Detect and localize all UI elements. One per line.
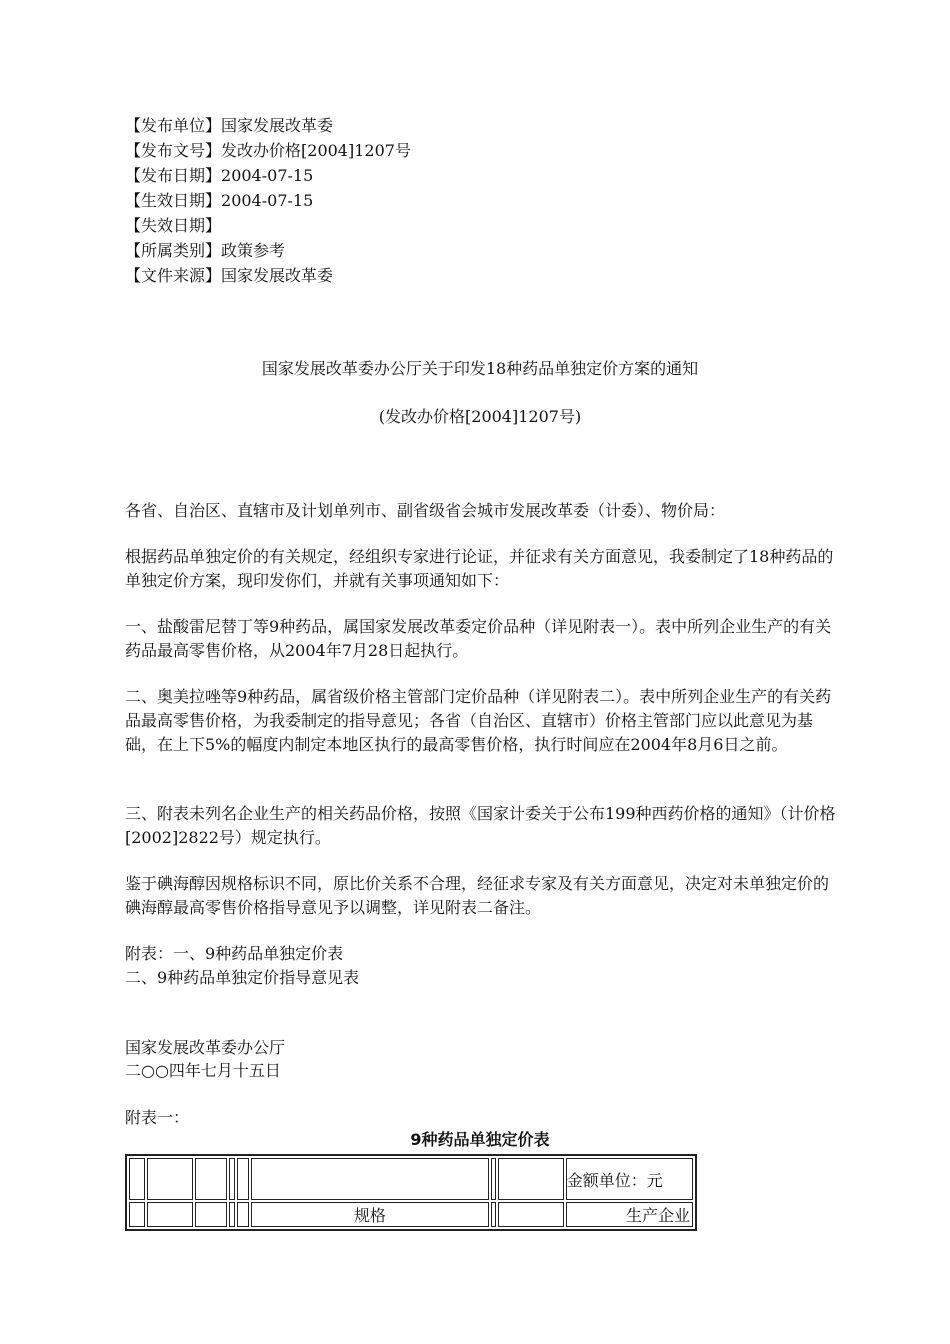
document-title: 国家发展改革委办公厅关于印发18种药品单独定价方案的通知 [261, 359, 699, 378]
paragraph-item-3: 三、附表未列名企业生产的相关药品价格，按照《国家计委关于公布199种西药价格的通知》（计价格[2002]2822号）规定执行。 [125, 804, 836, 847]
table-cell [491, 1158, 496, 1200]
paragraph-item-2: 二、奥美拉唑等9种药品，属省级价格主管部门定价品种（详见附表二）。表中所列企业生产的有关药品最高零售价格，为我委制定的指导意见；各省（自治区、直辖市）价格主管部门应以此意见为基础，在上下5%的幅度内制定本地区执行的最高零售价格，执行时间应在2004年8月6日之前。 [125, 687, 832, 754]
addressee: 各省、自治区、直辖市及计划单列市、副省级省会城市发展改革委（计委）、物价局： [125, 501, 726, 520]
attachments-line-2: 二、9种药品单独定价指导意见表 [125, 968, 360, 987]
meta-expiry-date: 【失效日期】 [125, 216, 222, 235]
paragraph-note: 鉴于碘海醇因规格标识不同，原比价关系不合理，经征求专家及有关方面意见，决定对未单独定价的碘海醇最高零售价格指导意见予以调整，详见附表二备注。 [125, 874, 830, 917]
column-header-spec: 规格 [251, 1202, 489, 1227]
signature-org: 国家发展改革委办公厅 [125, 1038, 286, 1057]
price-table [125, 1154, 697, 1231]
table-cell [229, 1202, 234, 1227]
table-cell [195, 1202, 228, 1227]
meta-doc-number: 【发布文号】发改办价格[2004]1207号 [125, 141, 411, 160]
table-title: 9种药品单独定价表 [410, 1130, 550, 1149]
meta-source: 【文件来源】国家发展改革委 [125, 266, 334, 285]
table-cell [147, 1202, 192, 1227]
table-cell [229, 1158, 234, 1200]
table-cell [129, 1202, 145, 1227]
table-cell [129, 1158, 145, 1200]
table-cell [237, 1158, 249, 1200]
meta-publisher: 【发布单位】国家发展改革委 [125, 116, 334, 135]
table-row [129, 1158, 693, 1200]
meta-category: 【所属类别】政策参考 [125, 241, 286, 260]
table-cell [237, 1202, 249, 1227]
table-cell [491, 1202, 496, 1227]
meta-publish-date: 【发布日期】2004-07-15 [125, 166, 314, 185]
table-cell [498, 1202, 564, 1227]
unit-note: 金额单位：元 [566, 1158, 693, 1200]
table-header-row [129, 1202, 693, 1227]
column-header-maker: 生产企业 [566, 1202, 693, 1227]
paragraph-intro: 根据药品单独定价的有关规定，经组织专家进行论证，并征求有关方面意见，我委制定了18种药品的单独定价方案，现印发你们，并就有关事项通知如下： [125, 547, 834, 590]
signature-date: 二○○四年七月十五日 [125, 1061, 281, 1080]
appendix-label: 附表一： [125, 1108, 190, 1127]
table-cell [498, 1158, 564, 1200]
table-cell [195, 1158, 228, 1200]
meta-effective-date: 【生效日期】2004-07-15 [125, 191, 314, 210]
paragraph-item-1: 一、盐酸雷尼替丁等9种药品，属国家发展改革委定价品种（详见附表一）。表中所列企业生产的有关药品最高零售价格，从2004年7月28日起执行。 [125, 617, 832, 660]
attachments-line-1: 附表：一、9种药品单独定价表 [125, 944, 344, 963]
table-cell [147, 1158, 192, 1200]
table-cell [251, 1158, 489, 1200]
document-number: (发改办价格[2004]1207号) [378, 407, 582, 426]
